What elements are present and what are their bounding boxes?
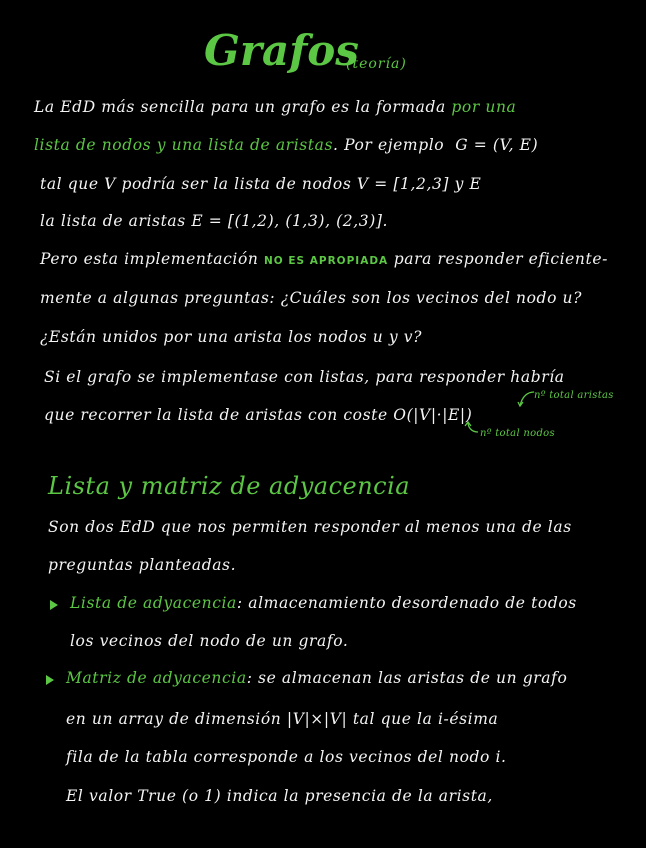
text-line-14: fila de la tabla corresponde a los vecinos del nodo i. (66, 748, 507, 766)
page-title: Grafos (204, 26, 359, 75)
bullet-icon (46, 675, 54, 685)
text-segment: : se almacenan las aristas de un grafo (246, 669, 568, 687)
text-line-1 (34, 98, 516, 116)
text-segment: . Por ejemplo G = (V, E) (333, 136, 539, 154)
text-line-13: en un array de dimensión |V|×|V| tal que la i-ésima (66, 710, 499, 728)
text-segment: : almacenamiento desordenado de todos (236, 594, 577, 612)
bullet-icon (50, 600, 58, 610)
highlight-text: lista de nodos y una lista de aristas (34, 136, 334, 154)
annotation-nodos: nº total nodos (480, 428, 555, 439)
text-line-12: los vecinos del nodo de un grafo. (70, 632, 349, 650)
text-segment: para responder eficiente- (388, 250, 608, 268)
text-line-11: preguntas planteadas. (48, 556, 237, 574)
text-segment: La EdD más sencilla para un grafo es la formada (34, 98, 452, 116)
annotation-aristas: nº total aristas (534, 390, 614, 401)
text-line-9: que recorrer la lista de aristas con coste O(|V|·|E|) (44, 406, 473, 424)
term-text: Lista de adyacencia (70, 594, 237, 612)
text-line-15: El valor True (o 1) indica la presencia de la arista, (66, 787, 493, 805)
section-heading: Lista y matriz de adyacencia (48, 472, 411, 500)
highlight-text: por una (451, 98, 517, 116)
highlight-text: NO ES APROPIADA (264, 255, 389, 267)
bullet-item-2 (66, 669, 567, 687)
text-line-10: Son dos EdD que nos permiten responder al menos una de las (48, 518, 572, 536)
text-line-2 (34, 136, 538, 154)
bullet-item-1 (70, 594, 577, 612)
term-text: Matriz de adyacencia (66, 669, 247, 687)
text-line-3: tal que V podría ser la lista de nodos V = [1,2,3] y E (40, 175, 482, 193)
page-subtitle: (teoría) (346, 56, 407, 72)
text-line-7: ¿Están unidos por una arista los nodos u y v? (40, 328, 422, 346)
text-line-4: la lista de aristas E = [(1,2), (1,3), (2,3)]. (40, 212, 389, 230)
text-line-6: mente a algunas preguntas: ¿Cuáles son los vecinos del nodo u? (40, 289, 583, 307)
text-line-5 (40, 250, 608, 268)
text-segment: Pero esta implementación (40, 250, 265, 268)
text-line-8: Si el grafo se implementase con listas, para responder habría (44, 368, 565, 386)
